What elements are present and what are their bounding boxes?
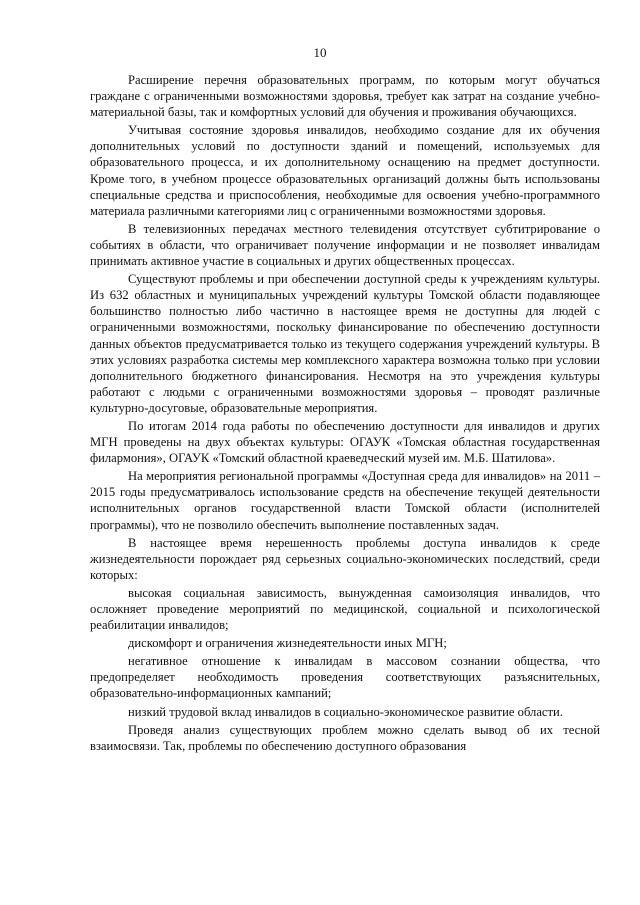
list-item: негативное отношение к инвалидам в массовом сознании общества, что предопределяет необходимость проведения соответствующих разъяснительных, образовательно-информационных кампаний; [90,654,600,701]
paragraph: Существуют проблемы и при обеспечении доступной среды к учреждениям культуры. Из 632 областных и муниципальных учреждений культуры Томской области подавляющее большинство полностью либо частично в настоящее время не доступны для людей с ограниченными возможностями, поскольку финансирование по обеспечению доступности данных объектов предусматривается только из текущего содержания учреждений культуры. В этих условиях разработка системы мер комплексного характера возможна только при условии дополнительного бюджетного финансирования. Несмотря на это учреждения культуры работают с людьми с ограниченными возможностями здоровья – проводят различные культурно-досуговые, образовательные мероприятия. [90,272,600,415]
page-number: 10 [313,45,327,60]
document-body [90,72,600,756]
list-item: высокая социальная зависимость, вынужденная самоизоляция инвалидов, что осложняет проведение мероприятий по медицинской, социальной и психологической реабилитации инвалидов; [90,585,600,633]
paragraph: Расширение перечня образовательных программ, по которым могут обучаться граждане с ограниченными возможностями здоровья, требует как затрат на создание учебно-материальной базы, так и комфортных условий для обучения и проживания обучающихся. [90,73,600,120]
paragraph: По итогам 2014 года работы по обеспечению доступности для инвалидов и других МГН проведены на двух объектах культуры: ОГАУК «Томская областная государственная филармония», ОГАУК «Томский областной краеведческий музей им. М.Б. Шатилова». [90,418,600,466]
list-item: низкий трудовой вклад инвалидов в социально-экономическое развитие области. [128,704,563,719]
paragraph: Проведя анализ существующих проблем можно сделать вывод об их тесной взаимосвязи. Так, проблемы по обеспечению доступного образования [90,722,600,753]
paragraph: Учитывая состояние здоровья инвалидов, необходимо создание для их обучения дополнительных условий по доступности зданий и помещений, используемых для образовательного процесса, и их дополнительному оснащению на предмет доступности. Кроме того, в учебном процессе образовательных организаций должны быть использованы специальные средства и приспособления, необходимые для освоения учебно-программного материала различными категориями лиц с ограниченными возможностями здоровья. [90,123,600,218]
paragraph: В телевизионных передачах местного телевидения отсутствует субтитрирование о событиях в области, что ограничивает получение информации и не позволяет инвалидам принимать активное участие в социальных и других общественных процессах. [90,221,600,269]
paragraph: На мероприятия региональной программы «Доступная среда для инвалидов» на 2011 – 2015 годы предусматривалось использование средств на обеспечение текущей деятельности исполнительных органов государственной власти Томской области (исполнителей программы), что не позволило обеспечить выполнение поставленных задач. [90,469,600,532]
list-item: дискомфорт и ограничения жизнедеятельности иных МГН; [128,636,447,651]
paragraph: В настоящее время нерешенность проблемы доступа инвалидов к среде жизнедеятельности порождает ряд серьезных социально-экономических последствий, среди которых: [90,535,600,582]
